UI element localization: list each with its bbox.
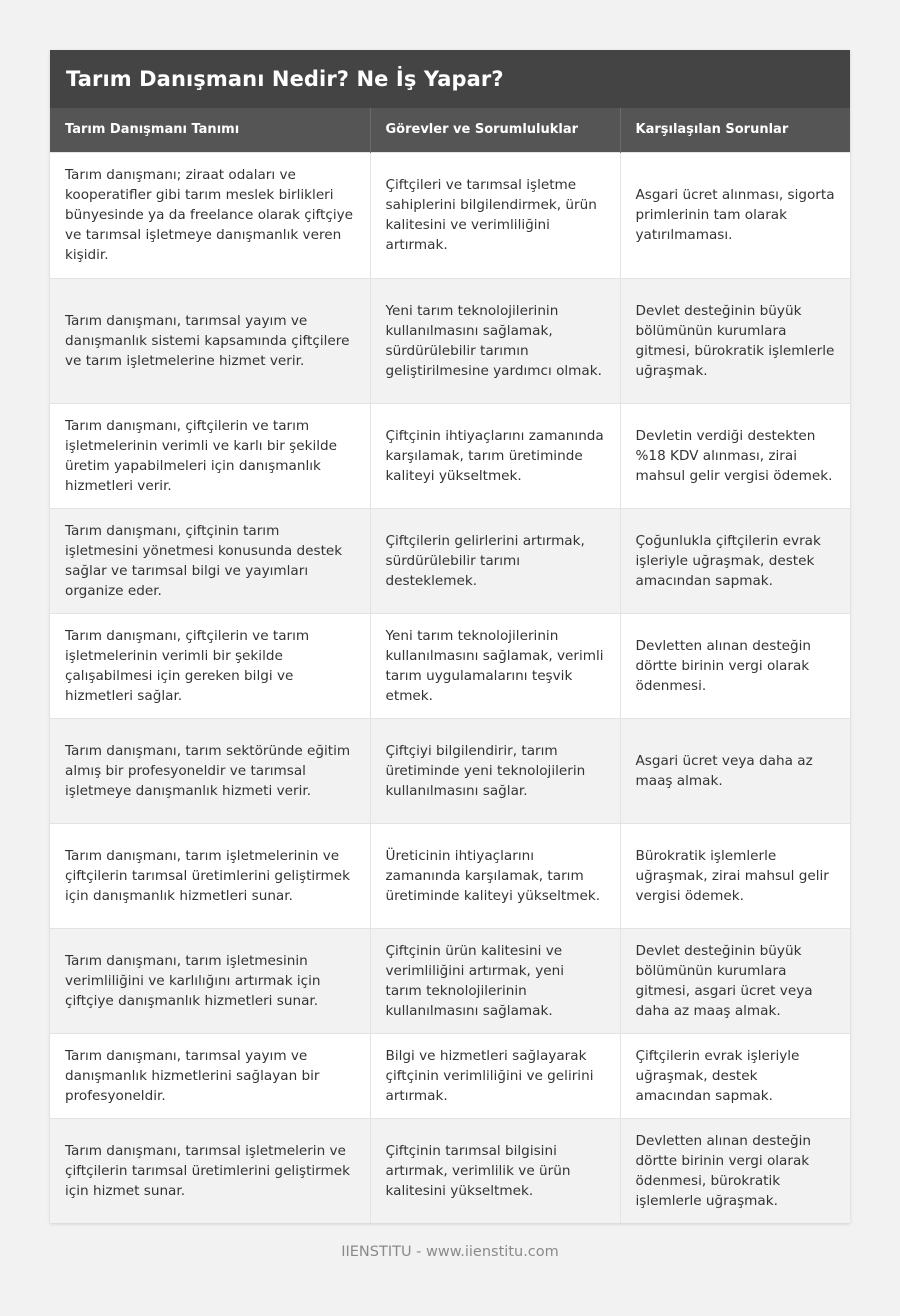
- cell-problems: Çoğunlukla çiftçilerin evrak işleriyle uğraşmak, destek amacından sapmak.: [620, 508, 850, 613]
- table-row: [50, 278, 850, 403]
- cell-duties: Yeni tarım teknolojilerinin kullanılmasını sağlamak, sürdürülebilir tarımın geliştirilmesine yardımcı olmak.: [370, 278, 620, 403]
- cell-definition: Tarım danışmanı, tarım işletmelerinin ve çiftçilerin tarımsal üretimlerini geliştirmek için danışmanlık hizmetleri sunar.: [50, 823, 370, 928]
- column-header-definition: Tarım Danışmanı Tanımı: [50, 108, 370, 152]
- cell-problems: Devletin verdiği destekten %18 KDV alınması, zirai mahsul gelir vergisi ödemek.: [620, 403, 850, 508]
- table-row: [50, 823, 850, 928]
- cell-duties: Çiftçinin ürün kalitesini ve verimliliğini artırmak, yeni tarım teknolojilerinin kullanılmasını sağlamak.: [370, 928, 620, 1033]
- table-row: [50, 152, 850, 278]
- cell-definition: Tarım danışmanı, tarım işletmesinin verimliliğini ve karlılığını artırmak için çiftçiye danışmanlık hizmetleri sunar.: [50, 928, 370, 1033]
- cell-duties: Çiftçinin ihtiyaçlarını zamanında karşılamak, tarım üretiminde kaliteyi yükseltmek.: [370, 403, 620, 508]
- table-row: [50, 718, 850, 823]
- cell-definition: Tarım danışmanı, tarımsal yayım ve danışmanlık hizmetlerini sağlayan bir profesyoneldir.: [50, 1033, 370, 1118]
- cell-problems: Devletten alınan desteğin dörtte birinin vergi olarak ödenmesi, bürokratik işlemlerle uğraşmak.: [620, 1118, 850, 1223]
- cell-duties: Çiftçilerin gelirlerini artırmak, sürdürülebilir tarımı desteklemek.: [370, 508, 620, 613]
- cell-problems: Devlet desteğinin büyük bölümünün kurumlara gitmesi, bürokratik işlemlerle uğraşmak.: [620, 278, 850, 403]
- cell-problems: Asgari ücret alınması, sigorta primlerinin tam olarak yatırılmaması.: [620, 152, 850, 278]
- table-row: [50, 1118, 850, 1223]
- cell-duties: Çiftçiyi bilgilendirir, tarım üretiminde yeni teknolojilerin kullanılmasını sağlar.: [370, 718, 620, 823]
- table-body: [50, 152, 850, 1223]
- column-header-duties: Görevler ve Sorumluluklar: [370, 108, 620, 152]
- cell-duties: Bilgi ve hizmetleri sağlayarak çiftçinin verimliliğini ve gelirini artırmak.: [370, 1033, 620, 1118]
- table-header: [50, 108, 850, 152]
- table-row: [50, 1033, 850, 1118]
- table-row: [50, 508, 850, 613]
- header-row: [50, 108, 850, 152]
- table-row: [50, 613, 850, 718]
- cell-definition: Tarım danışmanı, tarım sektöründe eğitim almış bir profesyoneldir ve tarımsal işletmeye danışmanlık hizmeti verir.: [50, 718, 370, 823]
- column-header-problems: Karşılaşılan Sorunlar: [620, 108, 850, 152]
- cell-duties: Üreticinin ihtiyaçlarını zamanında karşılamak, tarım üretiminde kaliteyi yükseltmek.: [370, 823, 620, 928]
- cell-duties: Çiftçileri ve tarımsal işletme sahiplerini bilgilendirmek, ürün kalitesini ve verimliliğini artırmak.: [370, 152, 620, 278]
- table-row: [50, 928, 850, 1033]
- cell-problems: Asgari ücret veya daha az maaş almak.: [620, 718, 850, 823]
- page-title: Tarım Danışmanı Nedir? Ne İş Yapar?: [66, 67, 504, 91]
- table-card: [50, 50, 850, 1223]
- cell-definition: Tarım danışmanı, tarımsal yayım ve danışmanlık sistemi kapsamında çiftçilere ve tarım işletmelerine hizmet verir.: [50, 278, 370, 403]
- cell-definition: Tarım danışmanı, çiftçilerin ve tarım işletmelerinin verimli bir şekilde çalışabilmesi için gereken bilgi ve hizmetleri sağlar.: [50, 613, 370, 718]
- cell-problems: Bürokratik işlemlerle uğraşmak, zirai mahsul gelir vergisi ödemek.: [620, 823, 850, 928]
- cell-duties: Yeni tarım teknolojilerinin kullanılmasını sağlamak, verimli tarım uygulamalarını teşvik etmek.: [370, 613, 620, 718]
- cell-definition: Tarım danışmanı, tarımsal işletmelerin ve çiftçilerin tarımsal üretimlerini geliştirmek için hizmet sunar.: [50, 1118, 370, 1223]
- footer-credit: IIENSTITU - www.iienstitu.com: [341, 1244, 559, 1260]
- cell-problems: Devletten alınan desteğin dörtte birinin vergi olarak ödenmesi.: [620, 613, 850, 718]
- cell-definition: Tarım danışmanı; ziraat odaları ve kooperatifler gibi tarım meslek birlikleri bünyesinde ya da freelance olarak çiftçiye ve tarımsal işletmeye danışmanlık veren kişidir.: [50, 152, 370, 278]
- table-row: [50, 403, 850, 508]
- cell-problems: Çiftçilerin evrak işleriyle uğraşmak, destek amacından sapmak.: [620, 1033, 850, 1118]
- cell-definition: Tarım danışmanı, çiftçilerin ve tarım işletmelerinin verimli ve karlı bir şekilde üretim yapabilmeleri için danışmanlık hizmetleri verir.: [50, 403, 370, 508]
- cell-duties: Çiftçinin tarımsal bilgisini artırmak, verimlilik ve ürün kalitesini yükseltmek.: [370, 1118, 620, 1223]
- title-bar: [50, 50, 850, 108]
- info-table: [50, 108, 850, 1223]
- cell-definition: Tarım danışmanı, çiftçinin tarım işletmesini yönetmesi konusunda destek sağlar ve tarımsal bilgi ve yayımları organize eder.: [50, 508, 370, 613]
- cell-problems: Devlet desteğinin büyük bölümünün kurumlara gitmesi, asgari ücret veya daha az maaş almak.: [620, 928, 850, 1033]
